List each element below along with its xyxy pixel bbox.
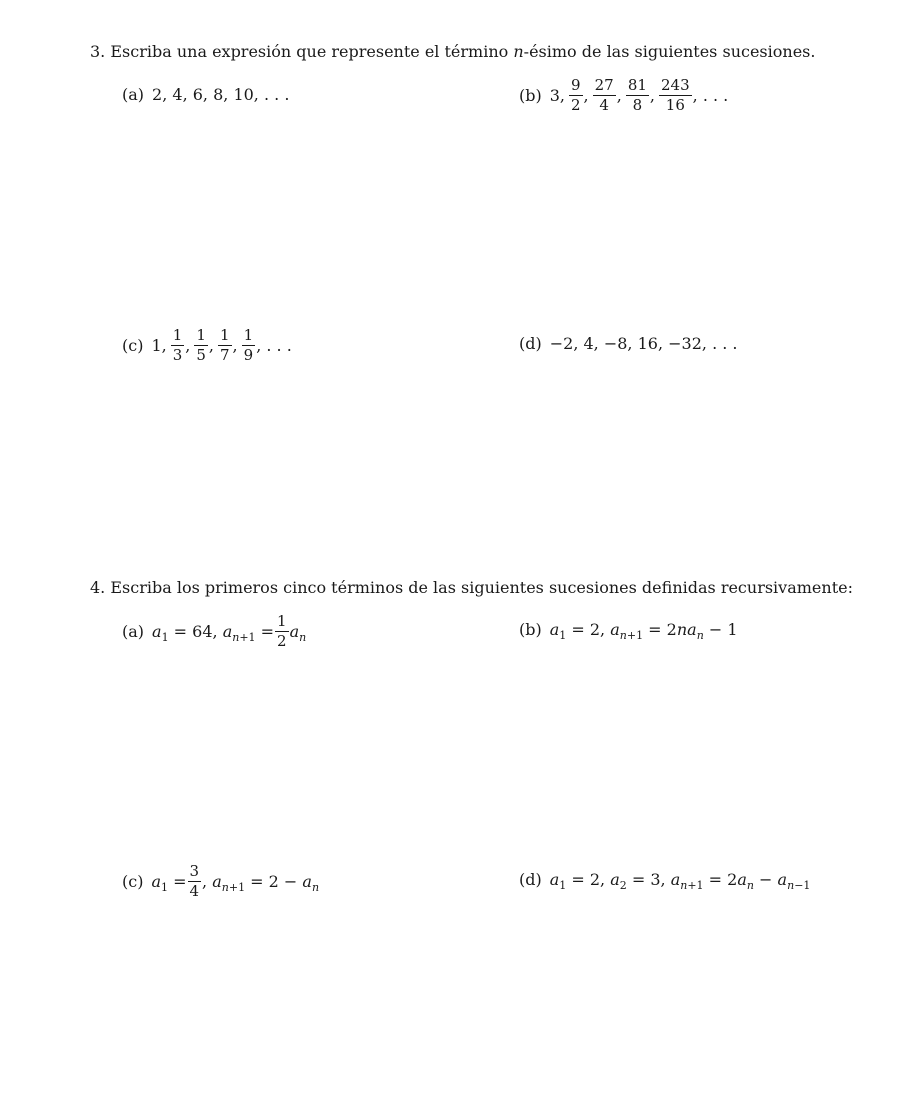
problem-3a-label: (a) (122, 85, 145, 104)
problem-4a-an: $a_n$ (289, 621, 307, 644)
problem-4b-formula: $a_1 = 2$, $a_{n+1} = 2na_n - 1$ (549, 620, 738, 642)
problem-3c-fraction-1 (171, 328, 185, 363)
fraction-numerator: 1 (277, 612, 287, 630)
fraction-numerator: 1 (243, 326, 254, 344)
fraction-numerator: 9 (571, 76, 581, 94)
problem-4d-formula: $a_1 = 2$, $a_2 = 3$, $a_{n+1} = 2a_n - a_{n-1}$ (549, 870, 811, 892)
problem-3b-label: (b) (519, 85, 542, 105)
problem-3c-first-term: 1, (151, 335, 167, 355)
fraction-denominator: 5 (196, 346, 206, 364)
problem-3b-first-term: 3, (549, 85, 565, 105)
problem-3d (519, 334, 738, 354)
problem-3c-fraction-3 (218, 328, 232, 363)
fraction-denominator: 8 (632, 96, 643, 114)
fraction-numerator: 81 (627, 76, 647, 94)
problem-3b-fraction-4 (659, 78, 692, 113)
problem-4b-const: 1 (727, 620, 738, 639)
problem-3c-tail: , . . . (256, 335, 292, 355)
problem-3c-fraction-2 (194, 328, 208, 363)
fraction-denominator: 3 (172, 346, 183, 364)
problem-4b-coef: 2 (666, 620, 677, 639)
fraction-denominator: 4 (599, 96, 609, 114)
problem-3-heading-prefix: 3. Escriba una expresión que represente el término (90, 42, 514, 61)
problem-4c (122, 864, 319, 899)
fraction-numerator: 243 (661, 76, 690, 94)
fraction-numerator: 1 (172, 326, 183, 344)
fraction-numerator: 27 (594, 76, 614, 94)
problem-3-heading-var: n (513, 42, 524, 61)
problem-3a-sequence: 2, 4, 6, 8, 10, . . . (152, 85, 290, 104)
problem-4c-fraction (188, 864, 202, 899)
problem-4d-a2-value: 3 (650, 870, 661, 889)
problem-4d-a1-value: 2 (589, 870, 601, 889)
problem-3b-tail: , . . . (692, 85, 729, 105)
problem-4a-label: (a) (122, 621, 145, 641)
fraction-numerator: 3 (189, 862, 200, 880)
problem-3c-label: (c) (122, 335, 144, 355)
problem-4c-formula: , $a_{n+1} = 2 - a_n$ (202, 871, 320, 894)
problem-3c: (c) 1, $\frac{1}{3}$ , $\frac{1}{5}$ , $\frac{1}{7}$ , $\frac{1}{9}$ , . . . (122, 326, 292, 364)
problem-4b-a1-value: 2 (589, 620, 601, 639)
problem-4a-a1-value: 64 (192, 621, 213, 641)
problem-3a (122, 85, 289, 105)
problem-3b-fraction-1 (569, 78, 583, 113)
fraction-denominator: 4 (189, 882, 200, 900)
problem-3b-fraction-2 (593, 78, 616, 113)
problem-4a (122, 614, 306, 649)
problem-3c-fraction-4 (242, 328, 256, 363)
fraction-denominator: 7 (220, 346, 230, 364)
problem-3b: (b) 3, $\frac{9}{2}$ , $\frac{27}{4}$ , $\frac{81}{8}$ , $\frac{243}{16}$ , . . . (519, 76, 729, 114)
problem-3d-label: (d) (519, 334, 542, 353)
fraction-numerator: 1 (220, 326, 230, 344)
problem-4-heading: 4. Escriba los primeros cinco términos de las siguientes sucesiones definidas recursivamente: (90, 578, 853, 597)
problem-4d (519, 870, 810, 890)
fraction-denominator: 2 (571, 96, 581, 114)
problem-4c-a1: $a_1$ = (151, 871, 187, 894)
problem-4b-label: (b) (519, 620, 542, 639)
fraction-denominator: 2 (277, 632, 287, 650)
problem-3-heading-suffix: -ésimo de las siguientes sucesiones. (523, 42, 816, 61)
problem-3-heading (90, 42, 815, 62)
fraction-denominator: 16 (665, 96, 685, 114)
problem-4a-formula: $a_1 = 64$, $a_{n+1}$ = (152, 621, 275, 644)
fraction-denominator: 9 (243, 346, 254, 364)
problem-4a-fraction (275, 614, 289, 649)
problem-3b-fraction-3 (626, 78, 649, 113)
problem-4d-coef: 2 (727, 870, 738, 889)
problem-4c-label: (c) (122, 871, 144, 891)
problem-3d-sequence: −2, 4, −8, 16, −32, . . . (549, 334, 738, 353)
problem-4b (519, 620, 738, 640)
fraction-numerator: 1 (196, 326, 206, 344)
problem-4c-const: 2 (268, 871, 279, 891)
problem-4d-label: (d) (519, 870, 542, 889)
